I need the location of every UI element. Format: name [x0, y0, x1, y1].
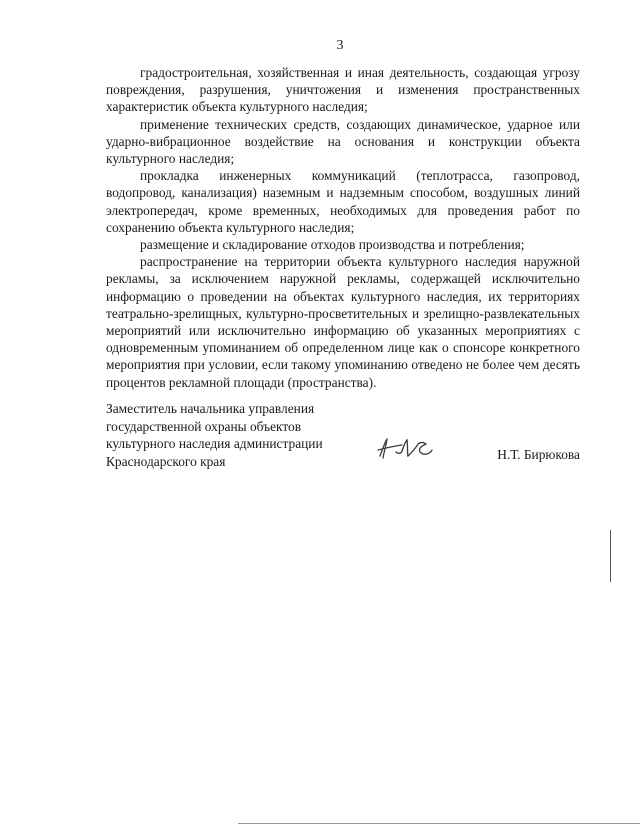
signatory-position-line: культурного наследия администрации — [106, 436, 323, 452]
page-number: 3 — [336, 38, 344, 53]
scan-edge-line — [610, 530, 611, 582]
paragraph-2: применение технических средств, создающих динамическое, ударное или ударно-вибрационное воздействие на основания и конструкции объекта культурного наследия; — [106, 116, 580, 167]
signature-block — [106, 400, 580, 480]
document-body — [106, 64, 580, 391]
paragraph-5: распространение на территории объекта культурного наследия наружной рекламы, за исключением наружной рекламы, содержащей исключительно информацию о проведении на объектах культурного наследия, их территориях театрально-зрелищных, культурно-просветительных и зрелищно-развлекательных мероприятий или исключительно информацию об указанных мероприятиях с одновременным упоминанием об определенном лице как о спонсоре конкретного мероприятия при условии, если такому упоминанию отведено не более чем десять процентов рекламной площади (пространства). — [106, 254, 580, 390]
signatory-position-line: Краснодарского края — [106, 453, 226, 469]
signatory-position — [106, 400, 356, 470]
signatory-position-line: Заместитель начальника управления — [106, 401, 315, 416]
paragraph-4: размещение и складирование отходов производства и потребления; — [140, 237, 525, 253]
signatory-name: Н.Т. Бирюкова — [497, 447, 580, 462]
handwritten-signature — [374, 434, 454, 464]
signatory-position-line: государственной охраны объектов — [106, 418, 302, 434]
scan-edge-line — [238, 823, 640, 824]
paragraph-3: прокладка инженерных коммуникаций (теплотрасса, газопровод, водопровод, канализация) наземным и надземным способом, воздушных линий электропередач, кроме временных, необходимых для проведения работ по сохранению объекта культурного наследия; — [106, 168, 580, 235]
paragraph-1: градостроительная, хозяйственная и иная деятельность, создающая угрозу повреждения, разрушения, уничтожения и изменения пространственных характеристик объекта культурного наследия; — [106, 65, 580, 115]
